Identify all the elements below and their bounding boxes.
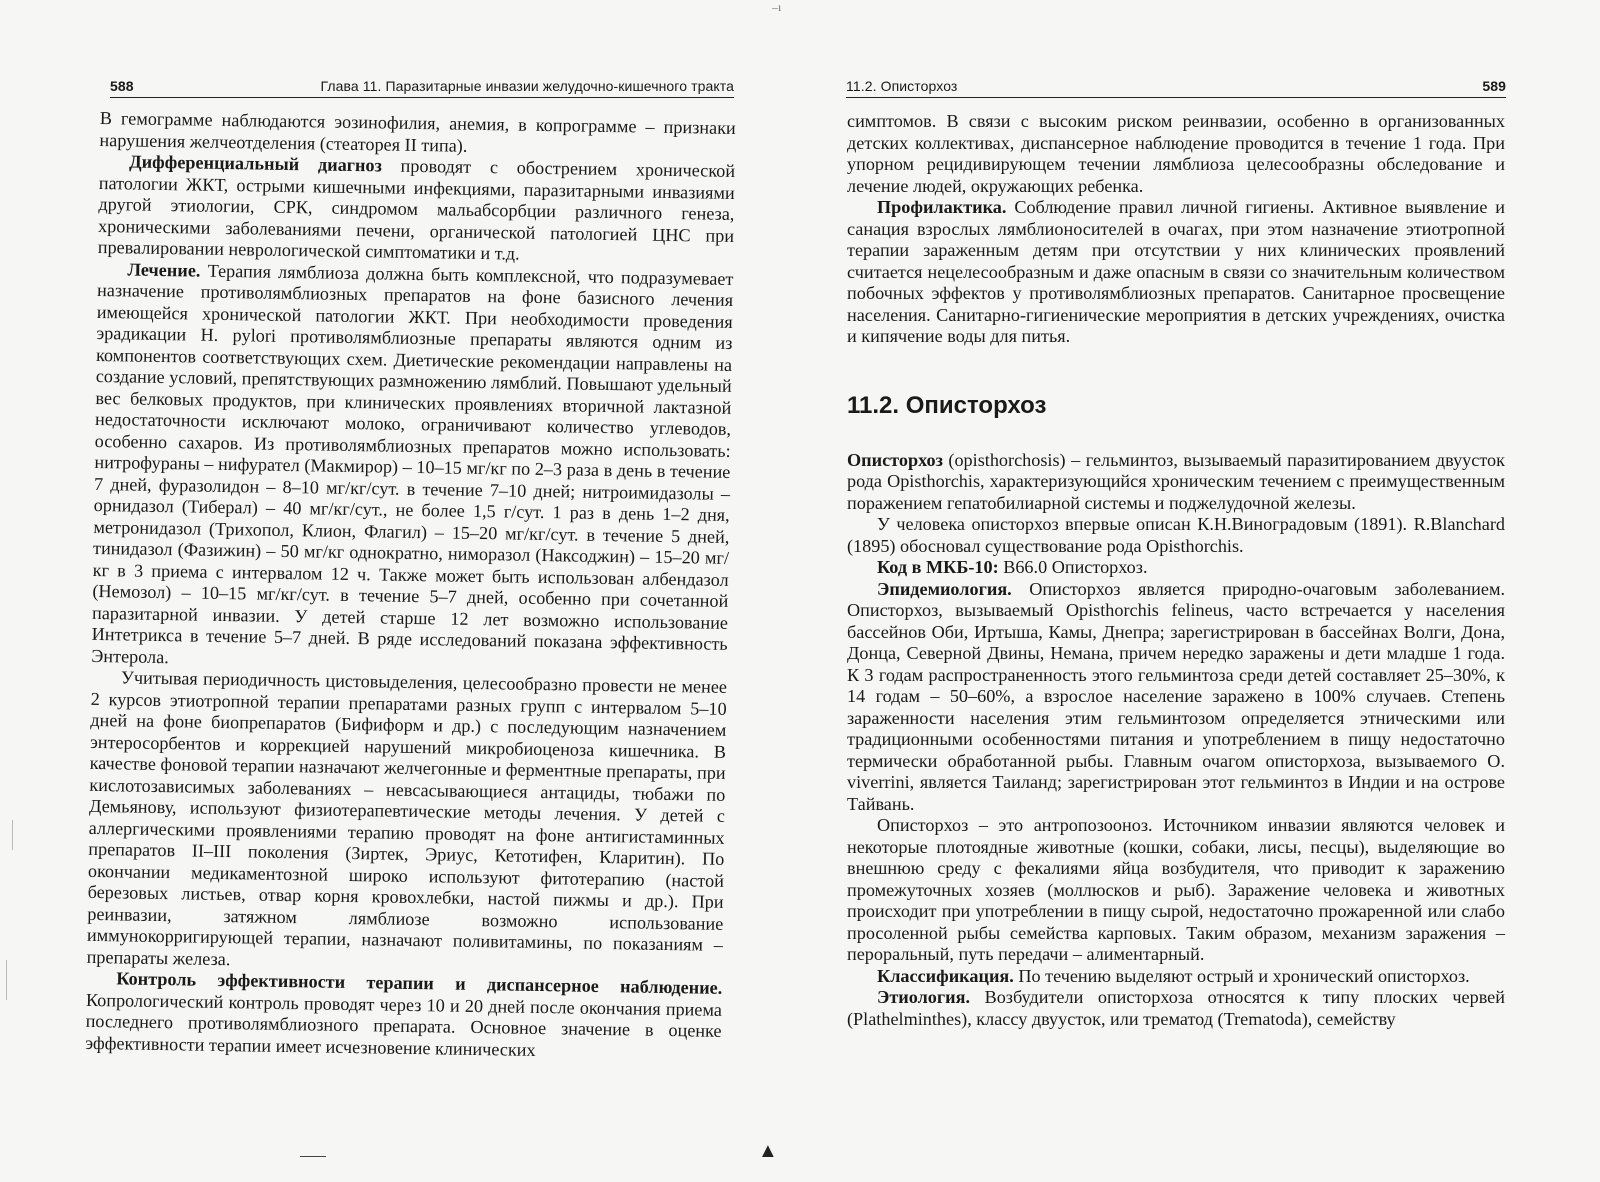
paragraph: Профилактика. Соблюдение правил личной гигиены. Активное выявление и санация взрослых лямблионосителей в очагах, при этом назначение этиотропной терапии зараженным детям при отсутствии у них клинических проявлений считается нецелесообразным и даже опасным в связи со значительным количеством побочных эффектов у противолямблиозных препаратов. Санитарное просвещение населения. Санитарно-гигиенические мероприятия в детских учреждениях, очистка и кипячение воды для питья. bbox=[847, 197, 1505, 346]
paragraph: Код в МКБ-10: B66.0 Описторхоз. bbox=[877, 557, 1148, 577]
paragraph-lead: Эпидемиология. bbox=[877, 578, 1012, 599]
running-title-right: 11.2. Описторхоз bbox=[846, 78, 958, 94]
page-number-right: 589 bbox=[1482, 78, 1506, 94]
paragraph-lead: Описторхоз bbox=[847, 449, 943, 470]
paragraph: Этиология. Возбудители описторхоза относятся к типу плоских червей (Plathelminthes), классу двуусток, или трематод (Trematoda), семейству bbox=[847, 987, 1505, 1029]
paragraph-lead: Код в МКБ-10: bbox=[877, 557, 999, 577]
paragraph-lead: Профилактика. bbox=[877, 197, 1007, 217]
page-number-left: 588 bbox=[110, 78, 134, 94]
paragraph-lead: Классификация. bbox=[877, 965, 1014, 986]
right-page bbox=[800, 0, 1600, 1182]
paragraph: Учитывая периодичность цистовыделения, целесообразно провести не менее 2 курсов этиотропной терапии препаратами разных групп с интервалом 5–10 дней на фоне биопрепаратов (Бифиформ и др.) с последующим назначением энтеросорбентов и коррекцией нарушений микробиоценоза кишечника. В качестве фоновой терапии назначают желчегонные и ферментные препараты, при кислотозависимых заболеваниях – невсасывающиеся антациды, тюбажи по Демьянову, используют физиотерапевтические методы лечения. У детей с аллергическими проявлениями терапию проводят на фоне антигистаминных препаратов II–III поколения (Зиртек, Эриус, Кетотифен, Кларитин). По окончании медикаментозной широко используют фитотерапию (настой березовых листьев, отвар корня кровохлебки, настой пижмы и др.). При реинвазии, затяжном лямблиозе возможно использование иммунокорригирующей терапии, назначают поливитамины, по показаниям – препараты железа. bbox=[86, 667, 728, 969]
paragraph: В гемограмме наблюдаются эозинофилия, анемия, в копрограмме – признаки нарушения желчеотделения (стеаторея II типа). bbox=[99, 108, 736, 156]
paragraph: Описторхоз – это антропозооноз. Источником инвазии являются человек и некоторые плотоядные животные (кошки, собаки, лисы, песцы), выделяющие во внешнюю среду с фекалиями яйца возбудителя, что приводит к заражению промежуточных хозяев (моллюсков и рыб). Заражение человека и животных происходит при употреблении в пищу сырой, недостаточно прожаренной или слабо просоленной рыбы семейства карповых. Таким образом, механизм заражения – пероральный, путь передачи – алиментарный. bbox=[847, 815, 1505, 964]
left-body-text bbox=[85, 108, 736, 1064]
paragraph: Контроль эффективности терапии и диспансерное наблюдение. Копрологический контроль проводят через 10 и 20 дней после окончания приема последнего противолямблиозного препарата. Основное значение в оценке эффективности терапии имеет исчезновение клинических bbox=[85, 968, 723, 1060]
paragraph-lead: Лечение. bbox=[127, 258, 201, 281]
bottom-mark-icon: ▲ bbox=[758, 1140, 778, 1162]
section-heading: 11.2. Описторхоз bbox=[847, 391, 1047, 419]
paragraph-lead: Контроль эффективности терапии и диспансерное наблюдение. bbox=[116, 968, 723, 998]
paragraph-lead: Этиология. bbox=[877, 987, 971, 1007]
running-head-left bbox=[110, 78, 734, 98]
bottom-dash bbox=[300, 1156, 326, 1157]
paragraph: симптомов. В связи с высоким риском реинвазии, особенно в организованных детских коллективах, диспансерное наблюдение проводится в течение 1 года. При упорном рецидивирующем течении лямблиоза целесообразны обследование и лечение людей, окружающих ребенка. bbox=[847, 111, 1505, 196]
paragraph: Описторхоз (opisthorchosis) – гельминтоз, вызываемый паразитированием двуусток рода Opisthorchis, характеризующийся хроническим течением с преимущественным поражением гепатобилиарной системы и поджелудочной железы. bbox=[847, 449, 1505, 513]
edge-tick bbox=[12, 820, 13, 850]
paragraph: Дифференциальный диагноз проводят с обострением хронической патологии ЖКТ, острыми кишечными инфекциями, паразитарными инвазиями другой этиологии, СРК, синдромом мальабсорбции различного генеза, хроническими заболеваниями печени, органической патологией ЦНС при превалировании неврологической симптоматики и т.д. bbox=[97, 151, 736, 264]
running-head-right bbox=[846, 78, 1506, 98]
right-body-text bbox=[847, 111, 1505, 1030]
running-title-left: Глава 11. Паразитарные инвазии желудочно-кишечного тракта bbox=[320, 78, 734, 94]
paragraph: Классификация. По течению выделяют острый и хронический описторхоз. bbox=[877, 965, 1470, 986]
edge-tick bbox=[6, 960, 7, 1000]
gutter-mark: –ı bbox=[772, 0, 782, 14]
paragraph-lead: Дифференциальный диагноз bbox=[129, 151, 383, 176]
paragraph: Эпидемиология. Описторхоз является природно-очаговым заболеванием. Описторхоз, вызываемый Opisthorchis felineus, часто встречается у населения бассейнов Оби, Иртыша, Камы, Днепра; зарегистрирован в бассейнах Волги, Дона, Донца, Северной Двины, Немана, причем нередко заражены и дети младше 1 года. К 3 годам распространенность этого гельминтоза среди детей составляет 25–30%, к 14 годам – 50–60%, а взрослое население заражено в 100% случаев. Степень зараженности населения этим гельминтозом определяется этническими или традиционными особенностями питания и употреблением в пищу недостаточно термически обработанной рыбы. Главным очагом описторхоза, вызываемого O. viverrini, является Таиланд; зарегистрирован этот гельминтоз в Индии и на острове Тайвань. bbox=[847, 578, 1505, 814]
paragraph: Лечение. Терапия лямблиоза должна быть комплексной, что подразумевает назначение противолямблиозных препаратов на фоне базисного лечения имеющейся хронической патологии ЖКТ. При необходимости проведения эрадикации H. pylori противолямблиозные препараты являются одним из компонентов соответствующих схем. Диетические рекомендации направлены на создание условий, препятствующих размножению лямблий. Повышают удельный вес белковых продуктов, при клинических проявлениях вторичной лактазной недостаточности исключают молоко, ограничивают количество углеводов, особенно сахаров. Из противолямблиозных препаратов можно использовать: нитрофураны – нифурател (Макмирор) – 10–15 мг/кг по 2–3 раза в день в течение 7 дней, фуразолидон – 8–10 мг/кг/сут. в течение 7–10 дней; нитроимидазолы – орнидазол (Тиберал) – 40 мг/кг/сут., не более 1,5 г/сут. 1 раз в день 1–2 дня, метронидазол (Трихопол, Клион, Флагил) – 15–20 мг/кг/сут. в течение 5 дней, тинидазол (Фазижин) – 50 мг/кг однократно, ниморазол (Наксоджин) – 15–20 мг/кг в 3 приема с интервалом 12 ч. Также может быть использован албендазол (Немозол) – 10–15 мг/кг/сут. в течение 5–7 дней, особенно при сочетанной паразитарной инвазии. У детей старше 12 лет возможно использование Интетрикса в течение 5–7 дней. В ряде исследований показана эффективность Энтерола. bbox=[91, 258, 734, 667]
paragraph: У человека описторхоз впервые описан К.Н.Виноградовым (1891). R.Blanchard (1895) обосновал существование рода Opisthorchis. bbox=[847, 514, 1505, 556]
